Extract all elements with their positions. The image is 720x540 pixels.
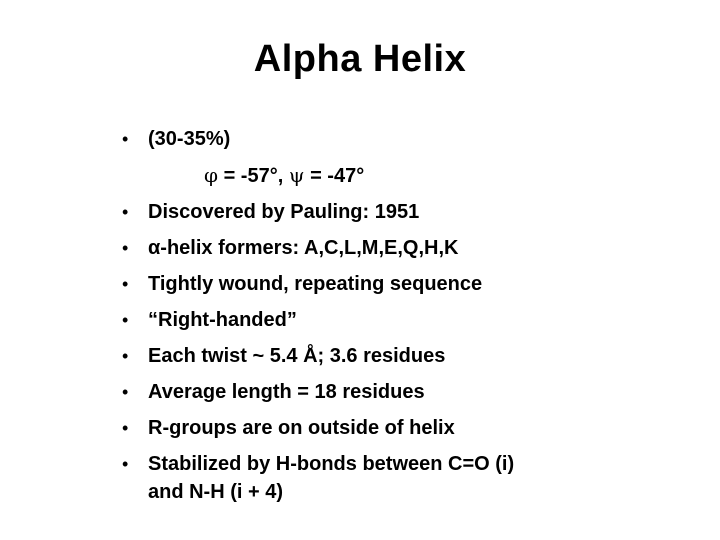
bullet-item-formers bbox=[118, 230, 678, 266]
bullet-dot-icon: • bbox=[122, 454, 129, 474]
bullet-dot-icon: • bbox=[122, 346, 129, 366]
bullet-dot-icon: • bbox=[122, 310, 129, 330]
bullet-item-percentage bbox=[118, 121, 678, 157]
bullet-dot-icon: • bbox=[122, 202, 129, 222]
bullet-dot-icon: • bbox=[122, 238, 129, 258]
bullet-item-h-bonds bbox=[118, 446, 678, 506]
bullet-item-twist bbox=[118, 338, 678, 374]
bullet-text: Stabilized by H-bonds between C=O (i) bbox=[148, 453, 515, 475]
phi-value: = -57°, bbox=[218, 165, 289, 187]
bullet-text: Average length = 18 residues bbox=[148, 381, 425, 403]
bullet-item-discovery bbox=[118, 194, 678, 230]
bullet-dot-icon: • bbox=[122, 382, 129, 402]
bullet-text: (30-35%) bbox=[148, 128, 231, 150]
bullet-text: “Right-handed” bbox=[148, 309, 297, 331]
bullet-dot-icon: • bbox=[122, 418, 129, 438]
bullet-text-continuation: and N-H (i + 4) bbox=[148, 481, 284, 503]
psi-symbol: ψ bbox=[288, 163, 305, 187]
psi-value: = -47° bbox=[304, 165, 365, 187]
bullet-item-length bbox=[118, 374, 678, 410]
slide-title: Alpha Helix bbox=[253, 38, 467, 80]
bullet-list bbox=[118, 121, 678, 506]
bullet-dot-icon: • bbox=[122, 274, 129, 294]
bullet-item-r-groups bbox=[118, 410, 678, 446]
bullet-dot-icon: • bbox=[122, 129, 129, 149]
bullet-text: α-helix formers: A,C,L,M,E,Q,H,K bbox=[148, 237, 459, 259]
bullet-text: Tightly wound, repeating sequence bbox=[148, 273, 483, 295]
bullet-text: Each twist ~ 5.4 Å; 3.6 residues bbox=[148, 345, 446, 367]
bullet-item-right-handed bbox=[118, 302, 678, 338]
bullet-text: Discovered by Pauling: 1951 bbox=[148, 201, 420, 223]
bullet-item-angles bbox=[118, 157, 678, 194]
bullet-item-tightly-wound bbox=[118, 266, 678, 302]
bullet-text: R-groups are on outside of helix bbox=[148, 417, 455, 439]
phi-symbol: φ bbox=[204, 163, 219, 187]
